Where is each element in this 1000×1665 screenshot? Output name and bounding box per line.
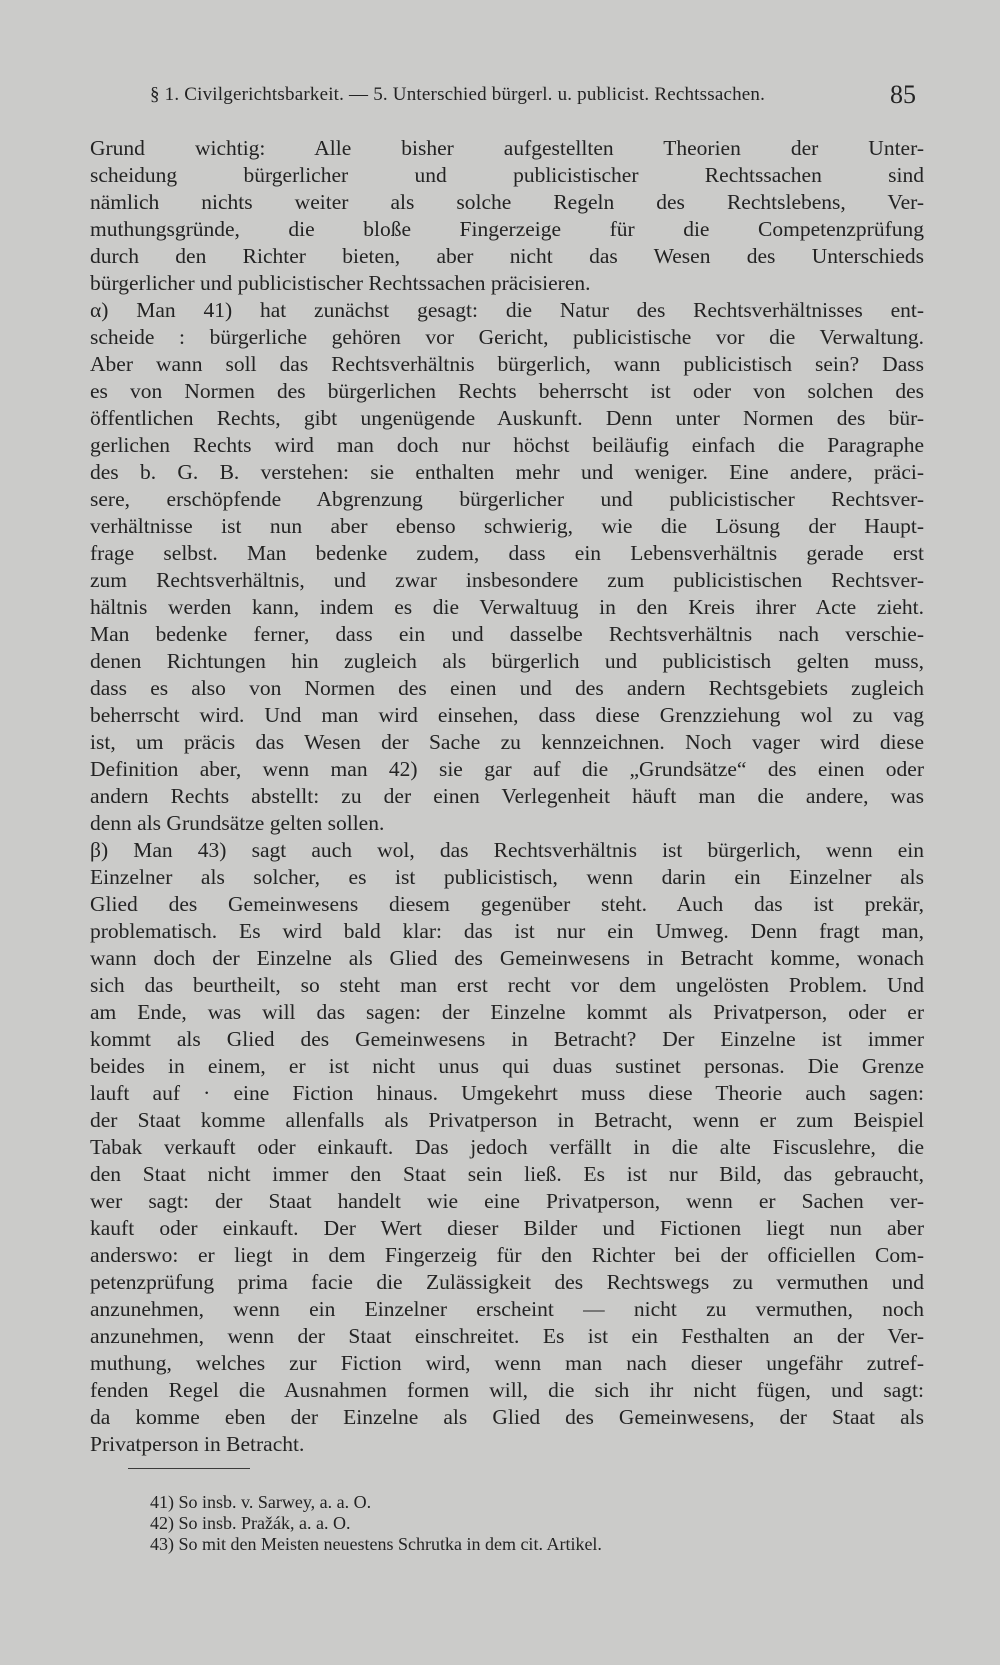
text-line: gerlichen Rechts wird man doch nur höchst beiläufig einfach die Paragraphe xyxy=(90,433,924,457)
text-line: andern Rechts abstellt: zu der einen Verlegenheit häuft man die andere, was xyxy=(90,784,924,808)
text-line: α) Man 41) hat zunächst gesagt: die Natur des Rechtsverhältnisses ent- xyxy=(90,298,924,322)
text-line: wann doch der Einzelne als Glied des Gemeinwesens in Betracht komme, wonach xyxy=(90,946,924,970)
text-line: des b. G. B. verstehen: sie enthalten mehr und weniger. Eine andere, präci- xyxy=(90,460,924,484)
footnote xyxy=(150,1513,850,1534)
text-line: Glied des Gemeinwesens diesem gegenüber steht. Auch das ist prekär, xyxy=(90,892,924,916)
text-line: petenzprüfung prima facie die Zulässigkeit des Rechtswegs zu vermuthen und xyxy=(90,1270,924,1294)
text-line: ist, um präcis das Wesen der Sache zu kennzeichnen. Noch vager wird diese xyxy=(90,730,924,754)
text-line: anzunehmen, wenn der Staat einschreitet. Es ist ein Festhalten an der Ver- xyxy=(90,1324,924,1348)
footnote-separator xyxy=(128,1468,250,1469)
page-number: 85 xyxy=(890,80,916,109)
text-line: lauft auf · eine Fiction hinaus. Umgekehrt muss diese Theorie auch sagen: xyxy=(90,1081,924,1105)
text-line: muthungsgründe, die bloße Fingerzeige für die Competenzprüfung xyxy=(90,217,924,241)
text-line: scheidung bürgerlicher und publicistischer Rechtssachen sind xyxy=(90,163,924,187)
text-line: der Staat komme allenfalls als Privatperson in Betracht, wenn er zum Beispiel xyxy=(90,1108,924,1132)
text-line: zum Rechtsverhältnis, und zwar insbesondere zum publicistischen Rechtsver- xyxy=(90,568,924,592)
footnote-text: So insb. v. Sarwey, a. a. O. xyxy=(174,1492,372,1512)
text-line: es von Normen des bürgerlichen Rechts beherrscht ist oder von solchen des xyxy=(90,379,924,403)
text-line: muthung, welches zur Fiction wird, wenn man nach dieser ungefähr zutref- xyxy=(90,1351,924,1375)
text-line: öffentlichen Rechts, gibt ungenügende Auskunft. Denn unter Normen des bür- xyxy=(90,406,924,430)
footnote-text: So insb. Pražák, a. a. O. xyxy=(174,1513,351,1533)
text-line: kauft oder einkauft. Der Wert dieser Bilder und Fictionen liegt nun aber xyxy=(90,1216,924,1240)
text-line: Aber wann soll das Rechtsverhältnis bürgerlich, wann publicistisch sein? Dass xyxy=(90,352,924,376)
body-text xyxy=(90,135,924,1458)
text-line: denn als Grundsätze gelten sollen. xyxy=(90,811,385,835)
text-line: den Staat nicht immer den Staat sein ließ. Es ist nur Bild, das gebraucht, xyxy=(90,1162,924,1186)
text-line: verhältnisse ist nun aber ebenso schwierig, wie die Lösung der Haupt- xyxy=(90,514,924,538)
running-head: § 1. Civilgerichtsbarkeit. — 5. Unterschied bürgerl. u. publicist. Rechtssachen. xyxy=(150,84,766,105)
text-line: durch den Richter bieten, aber nicht das Wesen des Unterschieds xyxy=(90,244,924,268)
text-line: am Ende, was will das sagen: der Einzelne kommt als Privatperson, oder er xyxy=(90,1000,924,1024)
page-header xyxy=(150,80,920,110)
text-line: anderswo: er liegt in dem Fingerzeig für den Richter bei der officiellen Com- xyxy=(90,1243,924,1267)
text-line: Tabak verkauft oder einkauft. Das jedoch verfällt in die alte Fiscuslehre, die xyxy=(90,1135,924,1159)
text-line: beides in einem, er ist nicht unus qui duas sustinet personas. Die Grenze xyxy=(90,1054,924,1078)
footnote-mark: 41) xyxy=(150,1492,174,1512)
text-line: wer sagt: der Staat handelt wie eine Privatperson, wenn er Sachen ver- xyxy=(90,1189,924,1213)
text-line: scheide : bürgerliche gehören vor Gericht, publicistische vor die Verwaltung. xyxy=(90,325,924,349)
text-line: Man bedenke ferner, dass ein und dasselbe Rechtsverhältnis nach verschie- xyxy=(90,622,924,646)
text-line: da komme eben der Einzelne als Glied des Gemeinwesens, der Staat als xyxy=(90,1405,924,1429)
text-line: sere, erschöpfende Abgrenzung bürgerlicher und publicistischer Rechtsver- xyxy=(90,487,924,511)
footnote xyxy=(150,1534,850,1555)
text-line: Definition aber, wenn man 42) sie gar auf die „Grundsätze“ des einen oder xyxy=(90,757,924,781)
text-line: bürgerlicher und publicistischer Rechtssachen präcisieren. xyxy=(90,271,591,295)
footnote xyxy=(150,1492,850,1513)
text-line: dass es also von Normen des einen und des andern Rechtsgebiets zugleich xyxy=(90,676,924,700)
text-line: hältnis werden kann, indem es die Verwaltuug in den Kreis ihrer Acte zieht. xyxy=(90,595,924,619)
text-line: Grund wichtig: Alle bisher aufgestellten Theorien der Unter- xyxy=(90,136,924,160)
text-line: denen Richtungen hin zugleich als bürgerlich und publicistisch gelten muss, xyxy=(90,649,924,673)
text-line: anzunehmen, wenn ein Einzelner erscheint — nicht zu vermuthen, noch xyxy=(90,1297,924,1321)
text-line: kommt als Glied des Gemeinwesens in Betracht? Der Einzelne ist immer xyxy=(90,1027,924,1051)
text-line: β) Man 43) sagt auch wol, das Rechtsverhältnis ist bürgerlich, wenn ein xyxy=(90,838,924,862)
footnote-mark: 42) xyxy=(150,1513,174,1533)
text-line: fenden Regel die Ausnahmen formen will, die sich ihr nicht fügen, und sagt: xyxy=(90,1378,924,1402)
text-line: nämlich nichts weiter als solche Regeln des Rechtslebens, Ver- xyxy=(90,190,924,214)
footnotes xyxy=(150,1492,850,1555)
text-line: problematisch. Es wird bald klar: das ist nur ein Umweg. Denn fragt man, xyxy=(90,919,924,943)
text-line: beherrscht wird. Und man wird einsehen, dass diese Grenzziehung wol zu vag xyxy=(90,703,924,727)
text-line: Privatperson in Betracht. xyxy=(90,1432,305,1456)
text-line: sich das beurtheilt, so steht man erst recht vor dem ungelösten Problem. Und xyxy=(90,973,924,997)
footnote-text: So mit den Meisten neuestens Schrutka in dem cit. Artikel. xyxy=(174,1534,602,1554)
text-line: Einzelner als solcher, es ist publicistisch, wenn darin ein Einzelner als xyxy=(90,865,924,889)
footnote-mark: 43) xyxy=(150,1534,174,1554)
text-line: frage selbst. Man bedenke zudem, dass ein Lebensverhältnis gerade erst xyxy=(90,541,924,565)
